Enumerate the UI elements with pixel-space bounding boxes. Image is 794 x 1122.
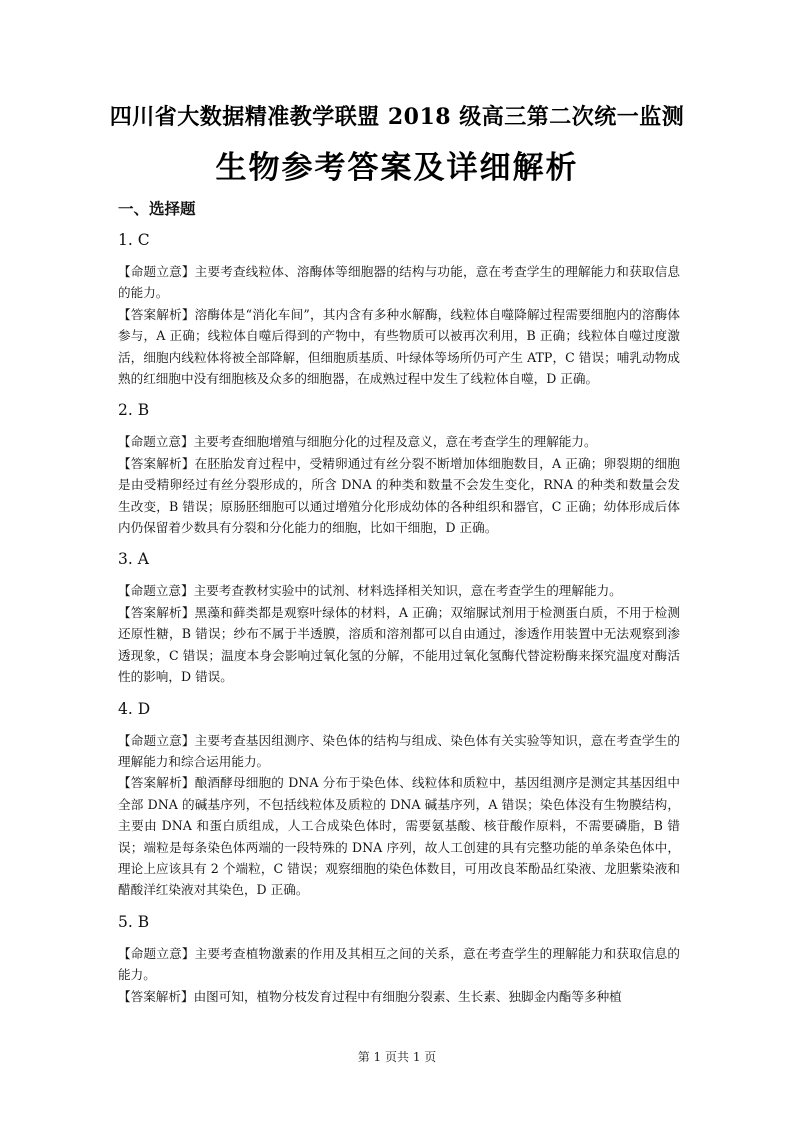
question-analysis: 【答案解析】由图可知，植物分枝发育过程中有细胞分裂素、生长素、独脚金内酯等多种植 — [118, 988, 622, 1004]
document-body — [118, 197, 680, 1019]
question-answer: 4. D — [118, 699, 151, 718]
question-block-4 — [118, 700, 680, 901]
question-block-2 — [118, 401, 680, 538]
question-answer: 5. B — [118, 912, 150, 931]
question-analysis: 【答案解析】黑藻和藓类都是观察叶绿体的材料，A 正确；双缩脲试剂用于检测蛋白质，不用于检测还原性糖，B 错误；纱布不属于半透膜，溶质和溶剂都可以自由通过，渗透作用装置中无法观察到渗透现象，C 错误；温度本身会影响过氧化氢的分解，不能用过氧化氢酶代替淀粉酶来探究温度对酶活性的影响，D 错误。 — [118, 604, 680, 685]
question-block-1 — [118, 231, 680, 389]
question-answer: 1. C — [118, 231, 150, 249]
question-intent: 【命题立意】主要考查教材实验中的试剂、材料选择相关知识，意在考查学生的理解能力。 — [118, 583, 622, 599]
question-analysis: 【答案解析】溶酶体是“消化车间”，其内含有多种水解酶，线粒体自噬降解过程需要细胞内的溶酶体参与，A 正确；线粒体自噬后得到的产物中，有些物质可以被再次利用，B 正确；线粒体自噬过度激活，细胞内线粒体将被全部降解，但细胞质基质、叶绿体等场所仍可产生 ATP，C 错误；哺乳动物成熟的红细胞中没有细胞核及众多的细胞器，在成熟过程中发生了线粒体自噬，D 正确。 — [118, 306, 680, 387]
answer-key-title: 生物参考答案及详细解析 — [215, 150, 579, 186]
question-analysis: 【答案解析】酿酒酵母细胞的 DNA 分布于染色体、线粒体和质粒中，基因组测序是测定其基因组中全部 DNA 的碱基序列，不包括线粒体及质粒的 DNA 碱基序列，A 错误；染色体没有生物膜结构，主要由 DNA 和蛋白质组成，人工合成染色体时，需要氨基酸、核苷酸作原料，不需要磷脂，B 错误；端粒是每条染色体两端的一段特殊的 DNA 序列，故人工创建的具有完整功能的单条染色体中，理论上应该具有 2 个端粒，C 错误；观察细胞的染色体数目，可用改良苯酚品红染液、龙胆紫染液和醋酸洋红染液对其染色，D 正确。 — [118, 775, 680, 898]
question-intent: 【命题立意】主要考查细胞增殖与细胞分化的过程及意义，意在考查学生的理解能力。 — [118, 434, 597, 450]
question-intent: 【命题立意】主要考查线粒体、溶酶体等细胞器的结构与功能，意在考查学生的理解能力和获取信息的能力。 — [118, 264, 680, 301]
question-answer: 3. A — [118, 550, 149, 569]
question-block-3 — [118, 550, 680, 687]
page-footer: 第 1 页共 1 页 — [357, 1050, 437, 1064]
question-intent: 【命题立意】主要考查植物激素的作用及其相互之间的关系，意在考查学生的理解能力和获取信息的能力。 — [118, 945, 680, 983]
question-block-5 — [118, 913, 680, 1007]
exam-title: 四川省大数据精准教学联盟 2018 级高三第二次统一监测 — [109, 104, 685, 130]
question-analysis: 【答案解析】在胚胎发育过程中，受精卵通过有丝分裂不断增加体细胞数目，A 正确；卵裂期的细胞是由受精卵经过有丝分裂形成的，所含 DNA 的种类和数量不会发生变化，RNA 的种类和数量会发生改变，B 错误；原肠胚细胞可以通过增殖分化形成幼体的各种组织和器官，C 正确；幼体形成后体内仍保留着少数具有分裂和分化能力的细胞，比如干细胞，D 正确。 — [118, 455, 680, 536]
question-answer: 2. B — [118, 401, 150, 420]
question-intent: 【命题立意】主要考查基因组测序、染色体的结构与组成、染色体有关实验等知识，意在考查学生的理解能力和综合运用能力。 — [118, 732, 680, 769]
section-heading: 一、选择题 — [118, 200, 196, 218]
